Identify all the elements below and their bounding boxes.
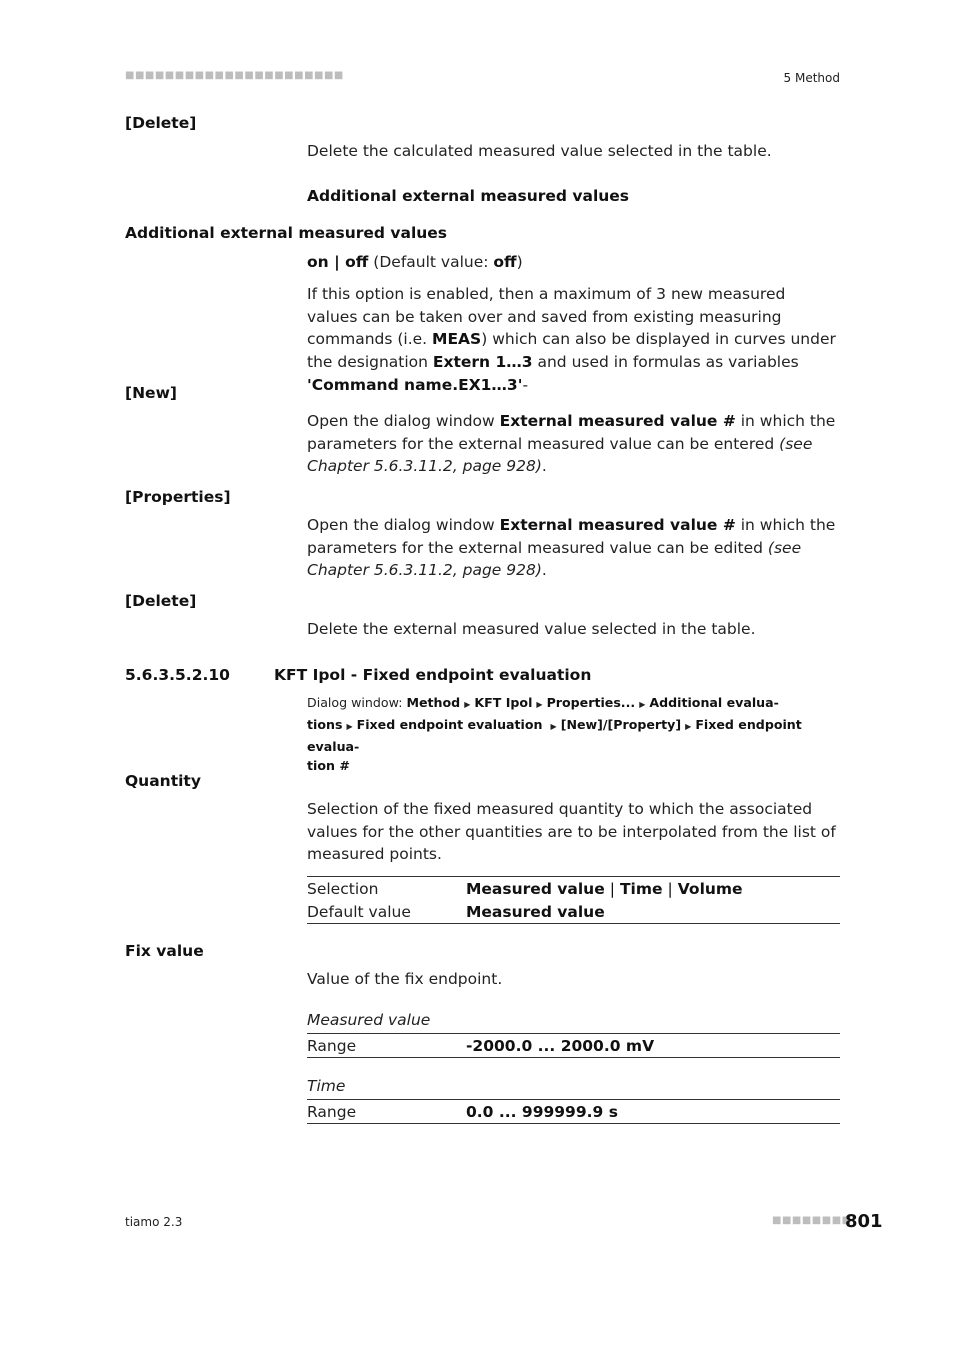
additional-label: Additional external measured values <box>125 224 448 242</box>
arrow-icon: ▶ <box>550 721 557 731</box>
header-decoration: ■■■■■■■■■■■■■■■■■■■■■■ <box>125 70 344 81</box>
measured-value-range-table <box>307 1033 840 1058</box>
section-title: KFT Ipol - Fixed endpoint evaluation <box>274 666 592 684</box>
quantity-label: Quantity <box>125 772 201 790</box>
header-chapter: 5 Method <box>783 71 840 85</box>
delete-external-desc: Delete the external measured value selected in the table. <box>307 620 756 638</box>
dialog-path: Dialog window: Method ▶ KFT Ipol ▶ Properties... ▶ Additional evalua- tions ▶ Fixed endpoint evaluation ▶ [New]/[Property] ▶ Fixed endpoint evalua- tion # <box>307 695 802 774</box>
properties-chapter-ref[interactable]: (see Chapter 5.6.3.11.2, page 928) <box>307 538 802 580</box>
footer-product: tiamo 2.3 <box>125 1215 183 1229</box>
measured-value-caption: Measured value <box>307 1011 431 1029</box>
delete-calculated-desc: Delete the calculated measured value selected in the table. <box>307 142 772 160</box>
properties-desc: Open the dialog window External measured value # in which the parameters for the external measured value can be edited (see Chapter 5.6.3.11.2, page 928). <box>307 516 836 580</box>
quantity-desc: Selection of the fixed measured quantity to which the associated values for the other quantities are to be interpolated from the list of measured points. <box>307 800 836 864</box>
delete-calculated-label: [Delete] <box>125 114 197 132</box>
time-range-table <box>307 1099 840 1124</box>
fix-value-desc: Value of the fix endpoint. <box>307 970 503 988</box>
delete-external-label: [Delete] <box>125 592 197 610</box>
section-number: 5.6.3.5.2.10 <box>125 666 230 684</box>
arrow-icon: ▶ <box>685 721 692 731</box>
arrow-icon: ▶ <box>346 721 353 731</box>
table-row: Range -2000.0 ... 2000.0 mV <box>307 1036 655 1055</box>
table-row: Range 0.0 ... 999999.9 s <box>307 1102 618 1121</box>
arrow-icon: ▶ <box>536 700 543 709</box>
additional-desc: If this option is enabled, then a maximum of 3 new measured values can be taken over and saved from existing measuring commands (i.e. MEAS) which can also be displayed in curves under the designation Extern 1…3 and used in formulas as variables 'Command name.EX1…3'- <box>307 285 836 394</box>
properties-label: [Properties] <box>125 488 231 506</box>
additional-options: on | off (Default value: off) <box>307 253 523 271</box>
new-desc: Open the dialog window External measured value # in which the parameters for the external measured value can be entered (see Chapter 5.6.3.11.2, page 928). <box>307 412 836 476</box>
quantity-table <box>307 876 840 924</box>
footer-decoration: ■■■■■■■■ <box>772 1215 852 1226</box>
page-number: 801 <box>845 1211 883 1232</box>
arrow-icon: ▶ <box>639 700 646 709</box>
new-chapter-ref[interactable]: (see Chapter 5.6.3.11.2, page 928) <box>307 434 813 476</box>
table-row: Selection Measured value | Time | Volume <box>307 879 743 898</box>
additional-subheading: Additional external measured values <box>307 187 630 205</box>
new-label: [New] <box>125 384 177 402</box>
arrow-icon: ▶ <box>464 700 471 709</box>
table-row: Default value Measured value <box>307 902 605 921</box>
time-caption: Time <box>307 1077 346 1095</box>
fix-value-label: Fix value <box>125 942 204 960</box>
